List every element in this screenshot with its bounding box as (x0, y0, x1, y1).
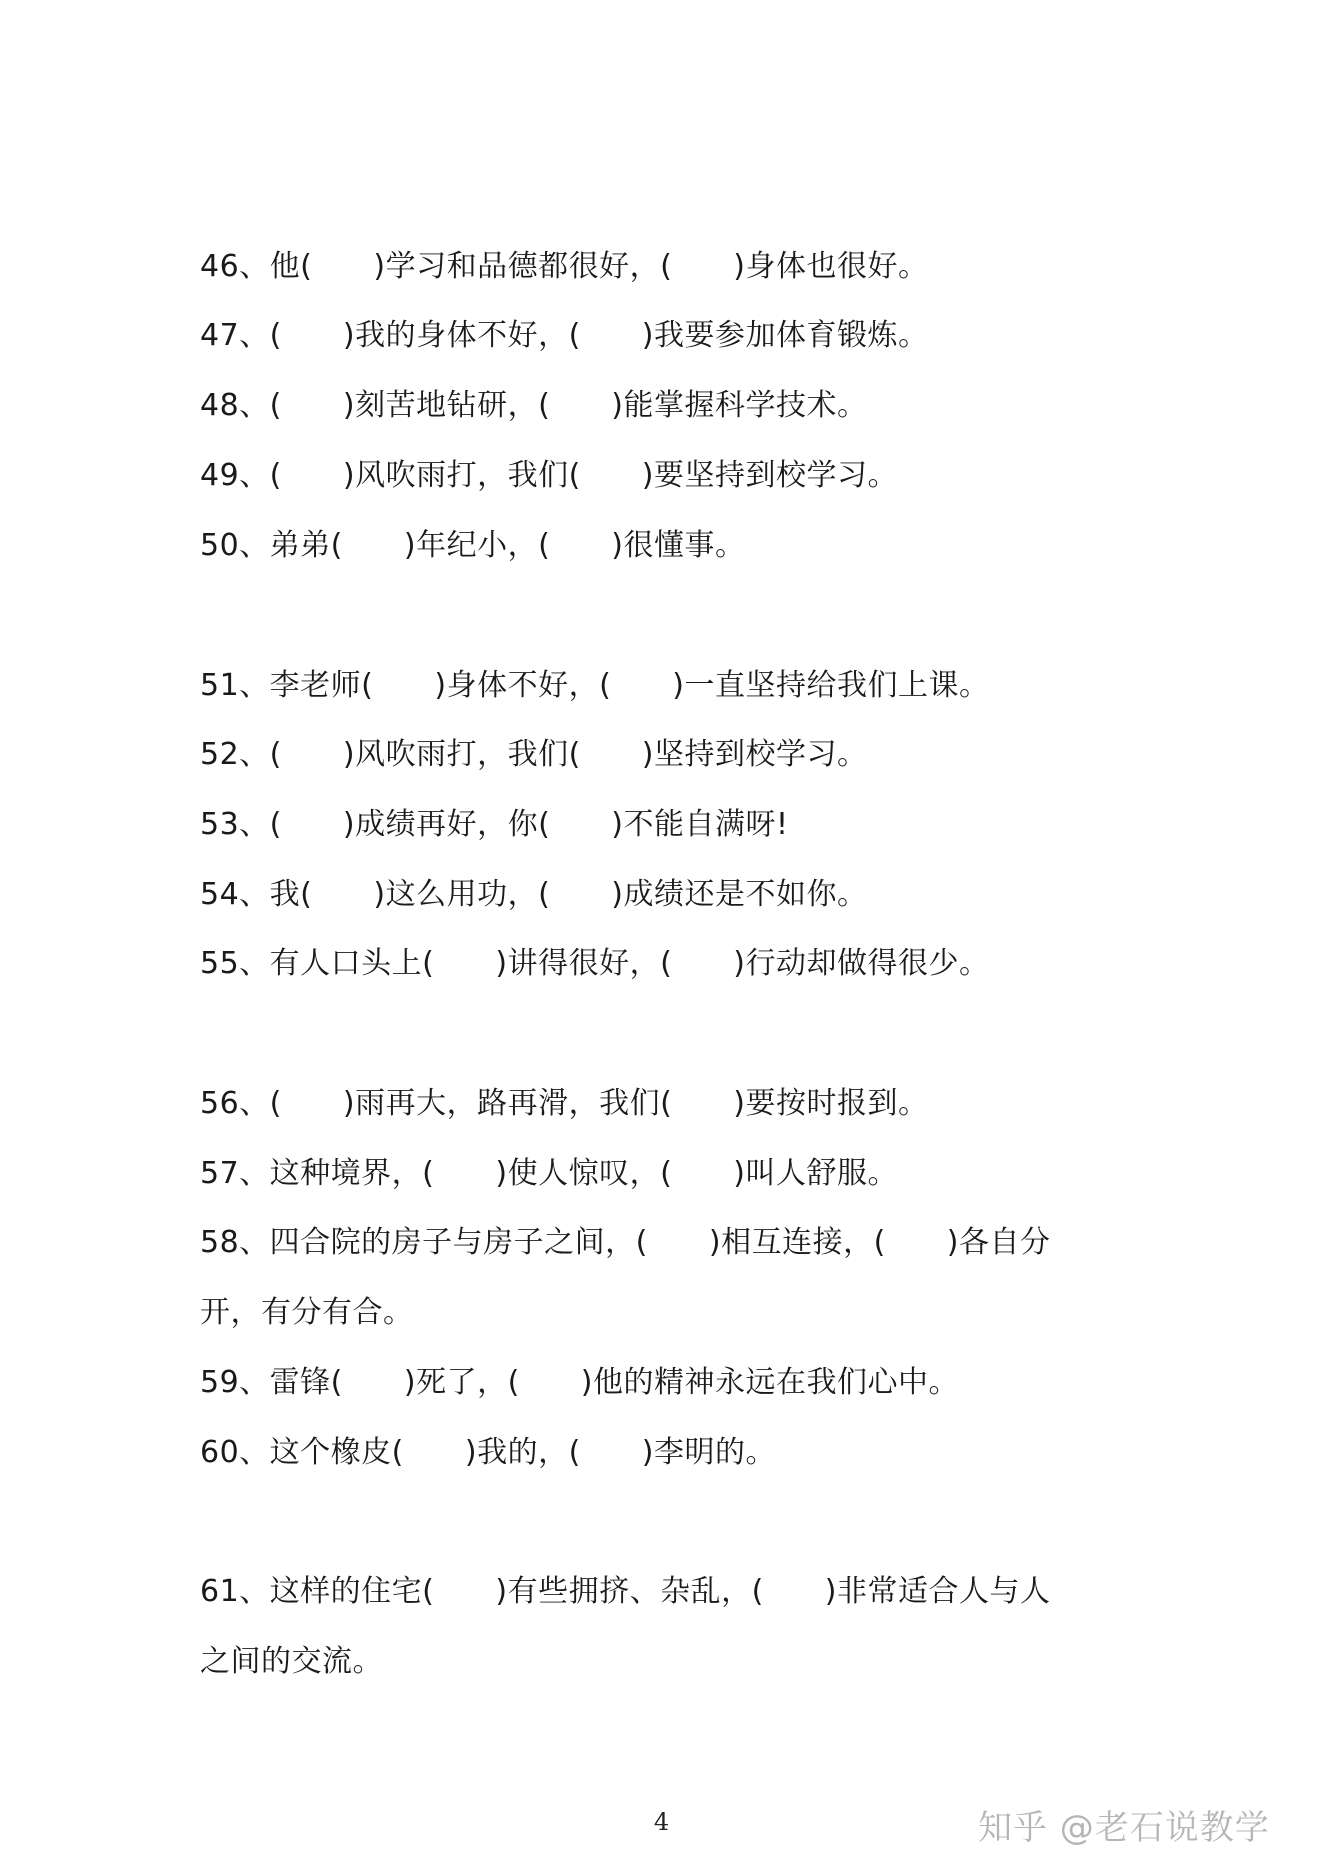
page-number: 4 (653, 1808, 670, 1836)
exercise-51: 51、李老师( )身体不好，( )一直坚持给我们上课。 (200, 668, 990, 703)
exercise-60: 60、这个橡皮( )我的，( )李明的。 (200, 1435, 776, 1470)
exercise-56: 56、( )雨再大，路再滑，我们( )要按时报到。 (200, 1086, 929, 1121)
exercise-52: 52、( )风吹雨打，我们( )坚持到校学习。 (200, 737, 868, 772)
zhihu-watermark: 知乎 @老石说教学 (978, 1808, 1270, 1848)
exercise-46: 46、他( )学习和品德都很好，( )身体也很好。 (200, 249, 929, 284)
exercise-61-continued: 之间的交流。 (200, 1644, 383, 1679)
exercise-49: 49、( )风吹雨打，我们( )要坚持到校学习。 (200, 458, 898, 493)
exercise-58: 58、四合院的房子与房子之间，( )相互连接，( )各自分 (200, 1225, 1051, 1260)
exercise-58-continued: 开，有分有合。 (200, 1295, 414, 1330)
exercise-48: 48、( )刻苦地钻研，( )能掌握科学技术。 (200, 388, 868, 423)
exercise-50: 50、弟弟( )年纪小，( )很懂事。 (200, 528, 746, 563)
exercise-59: 59、雷锋( )死了，( )他的精神永远在我们心中。 (200, 1365, 959, 1400)
exercise-55: 55、有人口头上( )讲得很好，( )行动却做得很少。 (200, 946, 990, 981)
exercise-53: 53、( )成绩再好，你( )不能自满呀! (200, 807, 789, 842)
exercise-57: 57、这种境界，( )使人惊叹，( )叫人舒服。 (200, 1156, 898, 1191)
exercise-47: 47、( )我的身体不好，( )我要参加体育锻炼。 (200, 318, 929, 353)
exercise-54: 54、我( )这么用功，( )成绩还是不如你。 (200, 877, 868, 912)
exercise-61: 61、这样的住宅( )有些拥挤、杂乱，( )非常适合人与人 (200, 1574, 1051, 1609)
